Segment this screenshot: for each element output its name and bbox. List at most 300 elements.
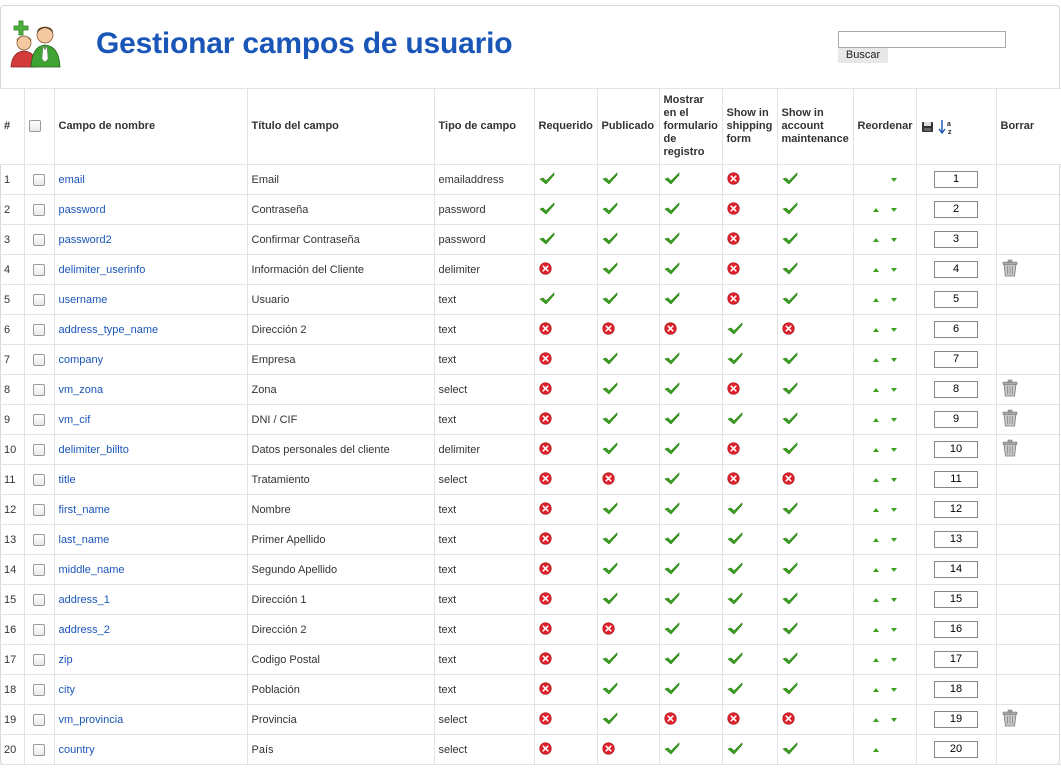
account-toggle-cell — [777, 195, 853, 225]
field-title: Nombre — [247, 495, 434, 525]
green-check-icon[interactable] — [602, 446, 618, 458]
row-number: 8 — [0, 375, 24, 405]
order-cell — [916, 465, 996, 495]
order-input[interactable]: 3 — [934, 231, 978, 248]
red-x-icon[interactable] — [539, 656, 552, 668]
red-x-icon[interactable] — [727, 476, 740, 488]
field-type: text — [434, 585, 534, 615]
move-down-icon[interactable] — [891, 448, 897, 452]
order-input[interactable]: 13 — [934, 531, 978, 548]
shipping-toggle-cell — [722, 255, 777, 285]
green-check-icon[interactable] — [727, 686, 743, 698]
shipping-toggle-cell — [722, 465, 777, 495]
green-check-icon[interactable] — [664, 686, 680, 698]
move-down-icon[interactable] — [891, 328, 897, 332]
move-up-icon[interactable] — [873, 508, 879, 512]
red-x-icon[interactable] — [727, 176, 740, 188]
red-x-icon[interactable] — [539, 686, 552, 698]
green-check-icon[interactable] — [602, 686, 618, 698]
red-x-icon[interactable] — [539, 506, 552, 518]
field-name-link[interactable]: address_2 — [58, 623, 110, 636]
green-check-icon[interactable] — [602, 266, 618, 278]
red-x-icon[interactable] — [664, 326, 677, 338]
row-checkbox[interactable] — [33, 204, 45, 216]
required-toggle-cell — [534, 615, 597, 645]
green-check-icon[interactable] — [782, 416, 798, 428]
row-checkbox[interactable] — [33, 294, 45, 306]
field-name-link[interactable]: password2 — [58, 233, 112, 246]
trash-icon[interactable] — [1001, 259, 1019, 280]
red-x-icon[interactable] — [539, 626, 552, 638]
move-up-icon[interactable] — [873, 658, 879, 662]
move-down-icon[interactable] — [891, 358, 897, 362]
order-input[interactable]: 12 — [934, 501, 978, 518]
trash-icon[interactable] — [1001, 709, 1019, 730]
row-checkbox[interactable] — [33, 384, 45, 396]
move-up-icon[interactable] — [873, 238, 879, 242]
field-type: select — [434, 705, 534, 735]
row-checkbox[interactable] — [33, 474, 45, 486]
delete-cell — [996, 405, 1061, 435]
green-check-icon[interactable] — [782, 236, 798, 248]
required-toggle-cell — [534, 255, 597, 285]
field-name-cell — [54, 435, 247, 465]
red-x-icon[interactable] — [539, 266, 552, 278]
row-checkbox[interactable] — [33, 684, 45, 696]
search-input[interactable] — [838, 31, 1006, 48]
move-down-icon[interactable] — [891, 298, 897, 302]
green-check-icon[interactable] — [664, 506, 680, 518]
row-select-cell — [24, 435, 54, 465]
row-checkbox[interactable] — [33, 264, 45, 276]
move-up-icon[interactable] — [873, 208, 879, 212]
field-name-link[interactable]: company — [58, 353, 104, 366]
table-row — [0, 405, 1061, 435]
table-row — [0, 315, 1061, 345]
order-input[interactable]: 16 — [934, 621, 978, 638]
green-check-icon[interactable] — [602, 536, 618, 548]
green-check-icon[interactable] — [782, 296, 798, 308]
select-all-checkbox[interactable] — [29, 120, 41, 132]
red-x-icon[interactable] — [539, 716, 552, 728]
move-up-icon[interactable] — [873, 478, 879, 482]
red-x-icon[interactable] — [539, 566, 552, 578]
green-check-icon[interactable] — [727, 416, 743, 428]
red-x-icon[interactable] — [602, 326, 615, 338]
order-input[interactable]: 8 — [934, 381, 978, 398]
account-toggle-cell — [777, 405, 853, 435]
field-name-link[interactable]: city — [58, 683, 75, 696]
row-number: 5 — [0, 285, 24, 315]
table-row — [0, 585, 1061, 615]
red-x-icon[interactable] — [539, 476, 552, 488]
shipping-toggle-cell — [722, 615, 777, 645]
registration-toggle-cell — [659, 315, 722, 345]
required-toggle-cell — [534, 495, 597, 525]
field-name-link[interactable]: delimiter_userinfo — [58, 263, 146, 276]
green-check-icon[interactable] — [602, 416, 618, 428]
row-select-cell — [24, 705, 54, 735]
row-checkbox[interactable] — [33, 594, 45, 606]
red-x-icon[interactable] — [727, 446, 740, 458]
red-x-icon[interactable] — [602, 626, 615, 638]
row-checkbox[interactable] — [33, 654, 45, 666]
row-checkbox[interactable] — [33, 564, 45, 576]
table-row — [0, 645, 1061, 675]
required-toggle-cell — [534, 585, 597, 615]
green-check-icon[interactable] — [664, 656, 680, 668]
green-check-icon[interactable] — [602, 506, 618, 518]
green-check-icon[interactable] — [782, 446, 798, 458]
move-up-icon[interactable] — [873, 328, 879, 332]
move-down-icon[interactable] — [891, 178, 897, 182]
account-toggle-cell — [777, 615, 853, 645]
order-input[interactable]: 10 — [934, 441, 978, 458]
field-name-link[interactable]: middle_name — [58, 563, 125, 576]
account-toggle-cell — [777, 225, 853, 255]
move-up-icon[interactable] — [873, 718, 879, 722]
order-input[interactable]: 20 — [934, 741, 978, 758]
move-down-icon[interactable] — [891, 478, 897, 482]
move-down-icon[interactable] — [891, 238, 897, 242]
shipping-toggle-cell — [722, 435, 777, 465]
header-required[interactable]: Requerido — [534, 89, 597, 165]
header-field-type[interactable]: Tipo de campo — [434, 89, 534, 165]
green-check-icon[interactable] — [782, 536, 798, 548]
move-down-icon[interactable] — [891, 688, 897, 692]
shipping-toggle-cell — [722, 345, 777, 375]
field-name-link[interactable]: vm_cif — [58, 413, 91, 426]
row-number: 9 — [0, 405, 24, 435]
red-x-icon[interactable] — [727, 716, 740, 728]
shipping-toggle-cell — [722, 675, 777, 705]
field-name-link[interactable]: password — [58, 203, 106, 216]
move-down-icon[interactable] — [891, 598, 897, 602]
account-toggle-cell — [777, 525, 853, 555]
green-check-icon[interactable] — [727, 596, 743, 608]
move-up-icon[interactable] — [873, 568, 879, 572]
green-check-icon[interactable] — [782, 746, 798, 758]
green-check-icon[interactable] — [782, 266, 798, 278]
green-check-icon[interactable] — [602, 596, 618, 608]
required-toggle-cell — [534, 405, 597, 435]
published-toggle-cell — [597, 675, 659, 705]
row-select-cell — [24, 225, 54, 255]
row-checkbox[interactable] — [33, 534, 45, 546]
trash-icon[interactable] — [1001, 409, 1019, 430]
field-type: select — [434, 735, 534, 765]
move-up-icon[interactable] — [873, 628, 879, 632]
green-check-icon[interactable] — [727, 326, 743, 338]
required-toggle-cell — [534, 375, 597, 405]
red-x-icon[interactable] — [782, 716, 795, 728]
green-check-icon[interactable] — [664, 416, 680, 428]
green-check-icon[interactable] — [602, 206, 618, 218]
registration-toggle-cell — [659, 495, 722, 525]
green-check-icon[interactable] — [539, 236, 555, 248]
green-check-icon[interactable] — [782, 506, 798, 518]
green-check-icon[interactable] — [539, 176, 555, 188]
move-up-icon[interactable] — [873, 748, 879, 752]
table-row — [0, 705, 1061, 735]
order-cell — [916, 675, 996, 705]
account-toggle-cell — [777, 645, 853, 675]
red-x-icon[interactable] — [727, 266, 740, 278]
order-input[interactable]: 4 — [934, 261, 978, 278]
green-check-icon[interactable] — [664, 266, 680, 278]
green-check-icon[interactable] — [664, 536, 680, 548]
green-check-icon[interactable] — [664, 746, 680, 758]
green-check-icon[interactable] — [539, 296, 555, 308]
order-input[interactable]: 6 — [934, 321, 978, 338]
row-checkbox[interactable] — [33, 324, 45, 336]
green-check-icon[interactable] — [727, 536, 743, 548]
registration-toggle-cell — [659, 465, 722, 495]
reorder-cell — [853, 555, 916, 585]
reorder-cell — [853, 495, 916, 525]
row-number: 12 — [0, 495, 24, 525]
row-number: 19 — [0, 705, 24, 735]
order-input[interactable]: 18 — [934, 681, 978, 698]
green-check-icon[interactable] — [782, 206, 798, 218]
required-toggle-cell — [534, 465, 597, 495]
reorder-cell — [853, 585, 916, 615]
green-check-icon[interactable] — [727, 356, 743, 368]
shipping-toggle-cell — [722, 495, 777, 525]
move-up-icon[interactable] — [873, 538, 879, 542]
row-select-cell — [24, 585, 54, 615]
green-check-icon[interactable] — [664, 236, 680, 248]
field-title: Email — [247, 165, 434, 195]
field-name-link[interactable]: address_1 — [58, 593, 110, 606]
move-up-icon[interactable] — [873, 448, 879, 452]
green-check-icon[interactable] — [602, 356, 618, 368]
field-title: Dirección 1 — [247, 585, 434, 615]
green-check-icon[interactable] — [782, 356, 798, 368]
red-x-icon[interactable] — [727, 386, 740, 398]
red-x-icon[interactable] — [782, 326, 795, 338]
green-check-icon[interactable] — [602, 656, 618, 668]
field-type: text — [434, 645, 534, 675]
green-check-icon[interactable] — [602, 716, 618, 728]
green-check-icon[interactable] — [664, 386, 680, 398]
delete-cell — [996, 345, 1061, 375]
order-input[interactable]: 17 — [934, 651, 978, 668]
green-check-icon[interactable] — [664, 206, 680, 218]
move-down-icon[interactable] — [891, 718, 897, 722]
row-checkbox[interactable] — [33, 624, 45, 636]
field-name-link[interactable]: delimiter_billto — [58, 443, 129, 456]
move-down-icon[interactable] — [891, 418, 897, 422]
row-checkbox[interactable] — [33, 744, 45, 756]
header-published[interactable]: Publicado — [597, 89, 659, 165]
green-check-icon[interactable] — [664, 596, 680, 608]
row-select-cell — [24, 495, 54, 525]
field-name-link[interactable]: first_name — [58, 503, 110, 516]
move-down-icon[interactable] — [891, 388, 897, 392]
registration-toggle-cell — [659, 735, 722, 765]
published-toggle-cell — [597, 285, 659, 315]
registration-toggle-cell — [659, 285, 722, 315]
move-up-icon[interactable] — [873, 418, 879, 422]
red-x-icon[interactable] — [664, 716, 677, 728]
order-cell — [916, 195, 996, 225]
green-check-icon[interactable] — [727, 566, 743, 578]
header-shipping[interactable]: Show in shipping form — [722, 89, 777, 165]
account-toggle-cell — [777, 585, 853, 615]
registration-toggle-cell — [659, 165, 722, 195]
field-type: text — [434, 495, 534, 525]
green-check-icon[interactable] — [664, 176, 680, 188]
order-input[interactable]: 1 — [934, 171, 978, 188]
reorder-cell — [853, 375, 916, 405]
red-x-icon[interactable] — [782, 476, 795, 488]
required-toggle-cell — [534, 345, 597, 375]
green-check-icon[interactable] — [602, 176, 618, 188]
move-down-icon[interactable] — [891, 628, 897, 632]
red-x-icon[interactable] — [539, 356, 552, 368]
order-cell — [916, 645, 996, 675]
green-check-icon[interactable] — [782, 686, 798, 698]
red-x-icon[interactable] — [539, 416, 552, 428]
green-check-icon[interactable] — [664, 476, 680, 488]
row-checkbox[interactable] — [33, 234, 45, 246]
green-check-icon[interactable] — [602, 236, 618, 248]
order-input[interactable]: 19 — [934, 711, 978, 728]
field-name-link[interactable]: title — [58, 473, 76, 486]
row-checkbox[interactable] — [33, 714, 45, 726]
field-title: Confirmar Contraseña — [247, 225, 434, 255]
green-check-icon[interactable] — [727, 656, 743, 668]
order-input[interactable]: 5 — [934, 291, 978, 308]
field-name-cell — [54, 465, 247, 495]
move-down-icon[interactable] — [891, 658, 897, 662]
green-check-icon[interactable] — [602, 386, 618, 398]
row-checkbox[interactable] — [33, 414, 45, 426]
registration-toggle-cell — [659, 675, 722, 705]
field-name-link[interactable]: vm_provincia — [58, 713, 124, 726]
green-check-icon[interactable] — [664, 566, 680, 578]
field-name-cell — [54, 705, 247, 735]
move-up-icon[interactable] — [873, 298, 879, 302]
header-field-title[interactable]: Título del campo — [247, 89, 434, 165]
red-x-icon[interactable] — [539, 536, 552, 548]
save-order-icon[interactable] — [921, 120, 935, 134]
red-x-icon[interactable] — [727, 206, 740, 218]
header-account[interactable]: Show in account maintenance — [777, 89, 853, 165]
field-name-cell — [54, 195, 247, 225]
delete-cell — [996, 525, 1061, 555]
move-up-icon[interactable] — [873, 688, 879, 692]
green-check-icon[interactable] — [602, 296, 618, 308]
green-check-icon[interactable] — [782, 626, 798, 638]
move-down-icon[interactable] — [891, 268, 897, 272]
field-name-link[interactable]: last_name — [58, 533, 110, 546]
table-row — [0, 165, 1061, 195]
order-input[interactable]: 15 — [934, 591, 978, 608]
green-check-icon[interactable] — [782, 566, 798, 578]
sort-az-icon[interactable] — [938, 118, 956, 136]
row-number: 20 — [0, 735, 24, 765]
move-up-icon[interactable] — [873, 358, 879, 362]
table-row — [0, 345, 1061, 375]
green-check-icon[interactable] — [727, 506, 743, 518]
registration-toggle-cell — [659, 615, 722, 645]
green-check-icon[interactable] — [539, 206, 555, 218]
move-down-icon[interactable] — [891, 568, 897, 572]
trash-icon[interactable] — [1001, 379, 1019, 400]
green-check-icon[interactable] — [782, 596, 798, 608]
green-check-icon[interactable] — [602, 566, 618, 578]
field-name-link[interactable]: email — [58, 173, 85, 186]
green-check-icon[interactable] — [664, 296, 680, 308]
order-input[interactable]: 2 — [934, 201, 978, 218]
move-up-icon[interactable] — [873, 388, 879, 392]
red-x-icon[interactable] — [539, 326, 552, 338]
green-check-icon[interactable] — [727, 746, 743, 758]
order-cell — [916, 255, 996, 285]
red-x-icon[interactable] — [539, 386, 552, 398]
order-cell — [916, 735, 996, 765]
header-registration[interactable]: Mostrar en el formulario de registro — [659, 89, 722, 165]
order-input[interactable]: 14 — [934, 561, 978, 578]
green-check-icon[interactable] — [664, 446, 680, 458]
order-input[interactable]: 11 — [934, 471, 978, 488]
red-x-icon[interactable] — [539, 446, 552, 458]
move-down-icon[interactable] — [891, 508, 897, 512]
move-up-icon[interactable] — [873, 598, 879, 602]
registration-toggle-cell — [659, 555, 722, 585]
order-input[interactable]: 7 — [934, 351, 978, 368]
green-check-icon[interactable] — [664, 356, 680, 368]
registration-toggle-cell — [659, 525, 722, 555]
field-name-link[interactable]: username — [58, 293, 108, 306]
field-name-link[interactable]: vm_zona — [58, 383, 104, 396]
move-down-icon[interactable] — [891, 208, 897, 212]
green-check-icon[interactable] — [727, 626, 743, 638]
row-checkbox[interactable] — [33, 354, 45, 366]
green-check-icon[interactable] — [664, 626, 680, 638]
red-x-icon[interactable] — [602, 746, 615, 758]
field-name-cell — [54, 405, 247, 435]
move-down-icon[interactable] — [891, 538, 897, 542]
field-name-link[interactable]: country — [58, 743, 95, 756]
green-check-icon[interactable] — [782, 656, 798, 668]
header-reorder[interactable]: Reordenar — [853, 89, 916, 165]
row-number: 3 — [0, 225, 24, 255]
field-name-link[interactable]: address_type_name — [58, 323, 159, 336]
row-checkbox[interactable] — [33, 444, 45, 456]
field-name-link[interactable]: zip — [58, 653, 73, 666]
red-x-icon[interactable] — [602, 476, 615, 488]
red-x-icon[interactable] — [727, 296, 740, 308]
header-field-name[interactable]: Campo de nombre — [54, 89, 247, 165]
search-button[interactable]: Buscar — [838, 48, 888, 63]
reorder-cell — [853, 675, 916, 705]
red-x-icon[interactable] — [539, 746, 552, 758]
green-check-icon[interactable] — [782, 176, 798, 188]
red-x-icon[interactable] — [539, 596, 552, 608]
green-check-icon[interactable] — [782, 386, 798, 398]
row-checkbox[interactable] — [33, 504, 45, 516]
required-toggle-cell — [534, 705, 597, 735]
red-x-icon[interactable] — [727, 236, 740, 248]
row-number: 7 — [0, 345, 24, 375]
move-up-icon[interactable] — [873, 268, 879, 272]
order-input[interactable]: 9 — [934, 411, 978, 428]
row-checkbox[interactable] — [33, 174, 45, 186]
trash-icon[interactable] — [1001, 439, 1019, 460]
